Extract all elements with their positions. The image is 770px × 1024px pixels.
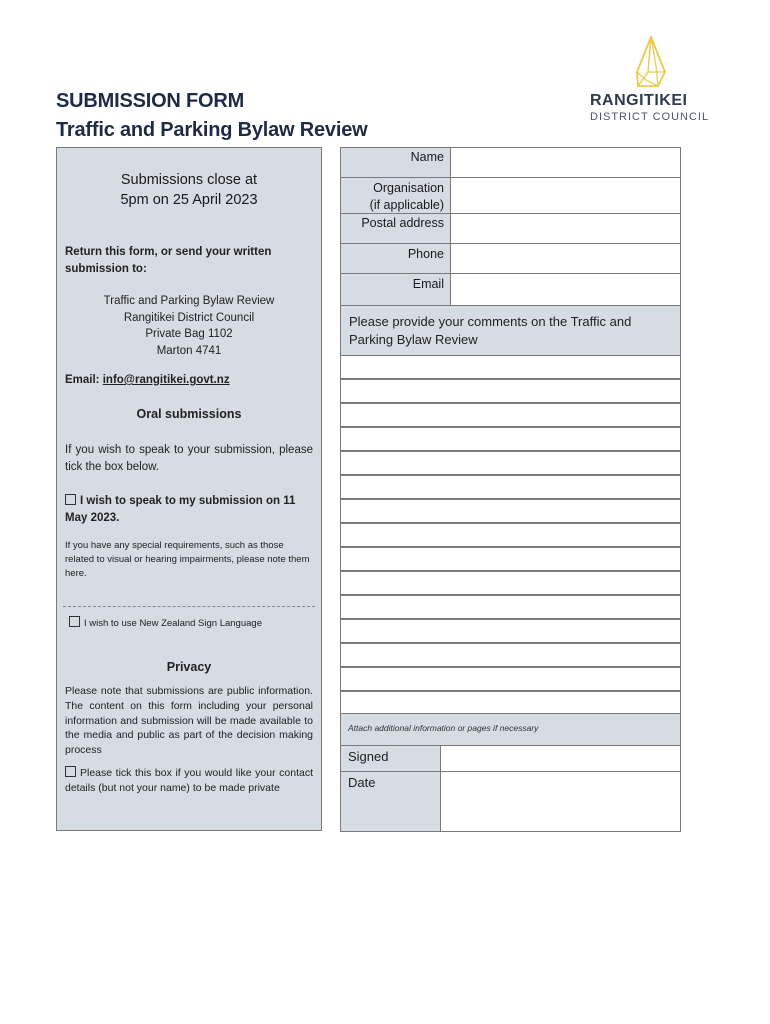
sign-language-label: I wish to use New Zealand Sign Language [84, 618, 262, 629]
oral-instructions: If you wish to speak to your submission, please tick the box below. [65, 444, 313, 473]
logo-name: RANGITIKEI [590, 92, 688, 109]
email-field[interactable] [450, 273, 681, 306]
organisation-row [340, 177, 681, 214]
comments-prompt: Please provide your comments on the Traffic and Parking Bylaw Review [340, 305, 681, 356]
info-panel [56, 147, 322, 831]
email-field-label: Email [340, 273, 451, 306]
form-subtitle: Traffic and Parking Bylaw Review [56, 119, 368, 141]
comment-line[interactable] [340, 691, 681, 714]
address-line: Traffic and Parking Bylaw Review [103, 295, 275, 307]
comment-line[interactable] [340, 547, 681, 571]
postal-address-block [65, 293, 313, 359]
phone-row [340, 243, 681, 274]
address-line: Rangitikei District Council [123, 311, 255, 324]
comment-line[interactable] [340, 499, 681, 523]
comment-line[interactable] [340, 355, 681, 379]
organisation-label-line: Organisation [373, 181, 444, 195]
comment-line[interactable] [340, 475, 681, 499]
sign-language-option [69, 616, 313, 629]
email-link[interactable]: info@rangitikei.govt.nz [102, 374, 230, 386]
special-requirements-text: If you have any special requirements, such as those related to visual or hearing impairments, please note them here. [65, 540, 310, 579]
deadline-line-2: 5pm on 25 April 2023 [120, 192, 258, 208]
comment-line[interactable] [340, 451, 681, 475]
logo-subtitle: DISTRICT COUNCIL [590, 111, 710, 123]
oral-submissions-heading: Oral submissions [136, 407, 242, 421]
privacy-text: Please note that submissions are public information. The content on this form including your personal information and submission will be made available to the media and public as part of the decision making process [65, 685, 313, 757]
comment-line[interactable] [340, 571, 681, 595]
name-row [340, 147, 681, 178]
address-line: Marton 4741 [156, 344, 222, 357]
name-field[interactable] [450, 147, 681, 178]
speak-checkbox-label: I wish to speak to my submission on 11 May 2023. [65, 495, 296, 524]
council-logo [586, 36, 716, 128]
comment-line[interactable] [340, 403, 681, 427]
private-details-checkbox[interactable] [65, 766, 76, 777]
attach-note: Attach additional information or pages if necessary [340, 713, 681, 746]
speak-option [65, 493, 313, 527]
postal-address-field[interactable] [450, 213, 681, 244]
date-field[interactable] [440, 771, 681, 832]
comment-line[interactable] [340, 643, 681, 667]
organisation-label [340, 177, 451, 214]
phone-label: Phone [340, 243, 451, 274]
organisation-label-line: (if applicable) [369, 198, 444, 212]
comment-line[interactable] [340, 667, 681, 691]
comment-line[interactable] [340, 619, 681, 643]
comment-line[interactable] [340, 379, 681, 403]
email-line [65, 374, 313, 386]
date-label: Date [340, 771, 441, 832]
email-label: Email: [65, 374, 100, 386]
privacy-heading: Privacy [166, 660, 212, 674]
name-label: Name [340, 147, 451, 178]
deadline-line-1: Submissions close at [120, 172, 258, 188]
speak-checkbox[interactable] [65, 494, 76, 505]
postal-address-label: Postal address [340, 213, 451, 244]
sign-language-checkbox[interactable] [69, 616, 80, 627]
email-row [340, 273, 681, 306]
organisation-field[interactable] [450, 177, 681, 214]
phone-field[interactable] [450, 243, 681, 274]
signed-label: Signed [340, 745, 441, 772]
form-title: SUBMISSION FORM [56, 90, 245, 112]
divider [63, 606, 315, 607]
private-option [65, 766, 313, 796]
crystal-mountain-icon [634, 36, 668, 88]
address-line: Private Bag 1102 [145, 328, 233, 340]
comment-line[interactable] [340, 523, 681, 547]
return-instructions: Return this form, or send your written submission to: [65, 246, 272, 275]
postal-address-row [340, 213, 681, 244]
private-details-label: Please tick this box if you would like your contact details (but not your name) to be made private [65, 767, 313, 794]
signature-field[interactable] [440, 745, 681, 772]
comment-line[interactable] [340, 427, 681, 451]
comment-line[interactable] [340, 595, 681, 619]
